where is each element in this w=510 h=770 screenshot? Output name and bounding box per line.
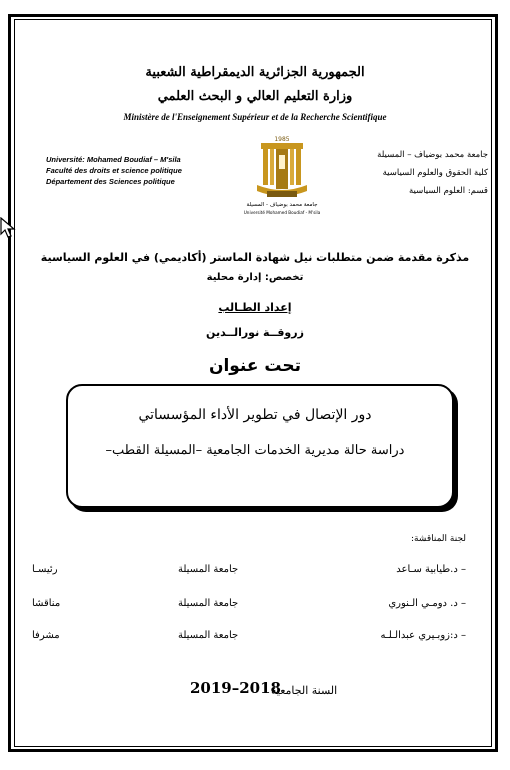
committee-member-university: جامعة المسيلة xyxy=(178,598,239,609)
thesis-title: دور الإتصال في تطوير الأداء المؤسساتي xyxy=(138,407,372,423)
committee-member-name: – د:زوبـيري عبدالـلـه xyxy=(380,630,466,641)
university-logo xyxy=(237,133,327,219)
university-ar: جامعة محمد بوضياف – المسيلة xyxy=(377,150,488,160)
faculty-ar: كلية الحقوق والعلوم السياسية xyxy=(382,168,488,178)
committee-member-role: مناقشا xyxy=(32,598,61,609)
faculty-fr: Faculté des droits et science politique xyxy=(46,166,182,175)
committee-member-name: – د.طيابية سـاعد xyxy=(396,564,466,575)
committee-member-role: مشرفا xyxy=(32,630,60,641)
thesis-description: مذكرة مقدمة ضمن متطلبات نيل شهادة الماستر (أكاديمي) في العلوم السياسية xyxy=(40,251,470,264)
committee-member-university: جامعة المسيلة xyxy=(178,564,239,575)
committee-member-role: رئيسـا xyxy=(32,564,58,575)
committee-member-university: جامعة المسيلة xyxy=(178,630,239,641)
logo-year: 1985 xyxy=(274,136,290,143)
university-fr: Université: Mohamed Boudiaf – M'sila xyxy=(46,155,181,164)
academic-year-label: السنة الجامعية xyxy=(271,684,338,697)
thesis-subtitle: دراسة حالة مديرية الخدمات الجامعية –المسيلة القطب– xyxy=(105,443,405,458)
department-ar: قسم: العلوم السياسية xyxy=(408,186,488,196)
prepared-by-label: إعداد الطـالب xyxy=(218,301,292,314)
committee-member-name: – د. دومـي الـنوري xyxy=(388,598,466,609)
academic-year: 2019–2018 xyxy=(190,679,281,697)
logo-name-fr: Université Mohamed Boudiaf - M'sila xyxy=(243,210,321,215)
republic-title: الجمهورية الجزائرية الديمقراطية الشعبية xyxy=(145,65,365,80)
specialization: تخصص: إدارة محلية xyxy=(206,272,304,283)
committee-label: لجنة المناقشة: xyxy=(410,534,466,544)
mouse-cursor-icon xyxy=(0,217,16,239)
student-name: زروقــة نورالــدين xyxy=(206,326,304,339)
department-fr: Département des Sciences politique xyxy=(46,177,175,186)
under-title-label: تحت عنوان xyxy=(208,356,302,376)
ministry-title-ar: وزارة التعليم العالي و البحث العلمي xyxy=(157,89,353,104)
ministry-title-fr: Ministère de l'Enseignement Supérieur et de la Recherche Scientifique xyxy=(123,112,387,122)
logo-name-ar: جامعة محمد بوضياف - المسيلة xyxy=(246,202,318,208)
